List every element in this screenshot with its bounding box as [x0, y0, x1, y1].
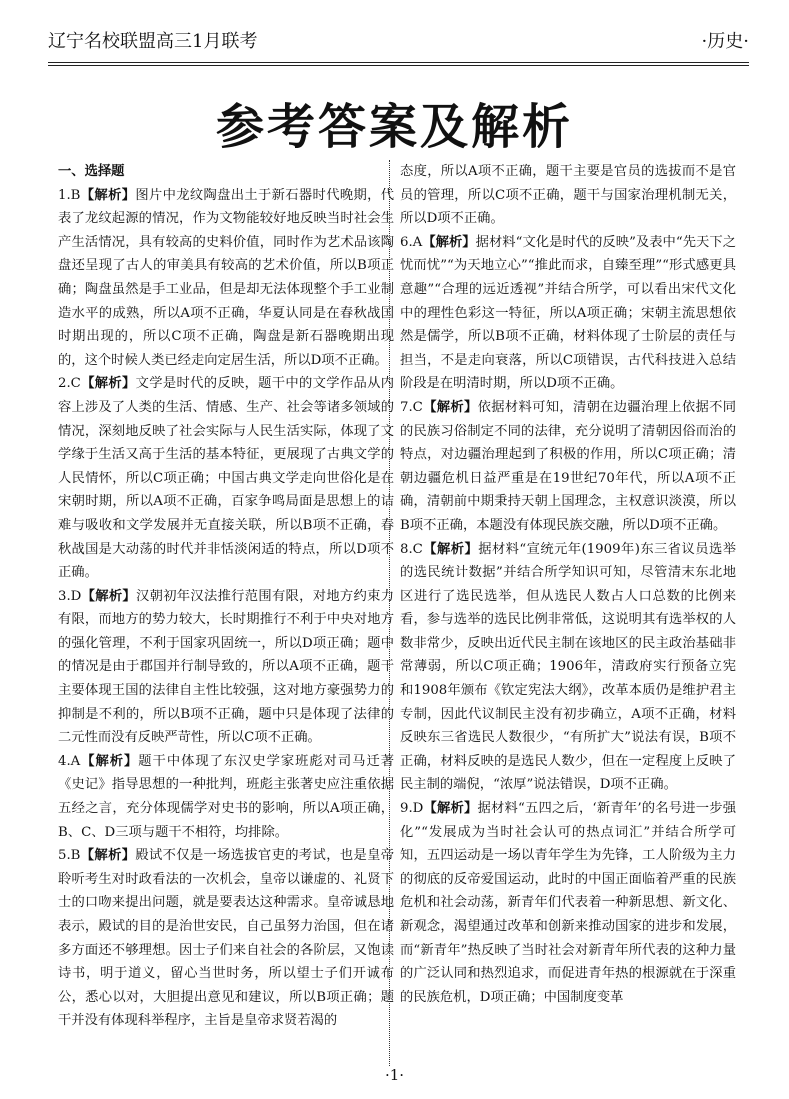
answer-number: 6.A [400, 234, 423, 250]
answer-number: 8.C [400, 541, 423, 557]
analysis-tag: 【解析】 [80, 848, 136, 864]
analysis-text: 态度，所以A项不正确，题干主要是官员的选拔而不是官员的管理，所以C项不正确，题干与国家治理机制无关，所以D项不正确。 [400, 164, 736, 227]
analysis-text: 据材料“宣统元年(1909年)东三省议员选举的选民统计数据”并结合所学知识可知，尽管清末东北地区进行了选民选举，但从选民人数占人口总数的比例来看，参与选举的选民比例非常低，这说明其有选举权的人数非常少，反映出近代民主制在该地区的民主政治基础非常薄弱，所以C项正确；1906年，清政府实行预备立宪和1908年颁布《钦定宪法大纲》，改革本质仍是维护君主专制，因此代议制民主没有初步确立，A项不正确，材料反映东三省选民人数很少，“有所扩大”说法有误，B项不正确，材料反映的是选民人数少，但在一定程度上反映了民主制的端倪，“浓厚”说法错误，D项不正确。 [400, 541, 737, 793]
analysis-tag: 【解析】 [80, 376, 136, 392]
answer-item [400, 396, 736, 538]
subject-label: ·历史· [701, 31, 749, 52]
right-column [400, 160, 736, 1009]
answer-number: 9.D [400, 801, 424, 817]
analysis-text: 据材料“文化是时代的反映”及表中“先天下之忧而忧”“为天地立心”“推此而求，自臻至理”“形式感更具意趣”“合理的远近透视”并结合所学，可以看出宋代文化中的理性色彩这一特征，所以A项正确；宋朝主流思想依然是儒学，所以B项不正确，材料体现了士阶层的责任与担当，不是走向衰落，所以C项错误，古代科技进入总结阶段是在明清时期，所以D项不正确。 [400, 234, 736, 392]
answer-item [58, 750, 394, 844]
analysis-tag: 【解析】 [422, 399, 478, 415]
analysis-tag: 【解析】 [80, 187, 136, 203]
analysis-tag: 【解析】 [80, 753, 139, 769]
answer-item [58, 844, 394, 1033]
analysis-text: 文学是时代的反映，题干中的文学作品从内容上涉及了人类的生活、情感、生产、社会等诸多领域的情况，深刻地反映了社会实际与人民生活实际，体现了文学缘于生活又高于生活的基本特征，更展现了古典文学的人民情怀，所以C项正确；中国古典文学走向世俗化是在宋朝时期，所以A项不正确，百家争鸣局面是思想上的诘难与吸收和文学发展并无直接关联，所以B项不正确，春秋战国是大动荡的时代并非恬淡闲适的特点，所以D项不正确。 [58, 376, 395, 581]
page-number: ·1· [384, 1066, 405, 1084]
answer-number: 4.A [58, 753, 81, 769]
analysis-tag: 【解析】 [423, 801, 478, 817]
answer-item [400, 538, 736, 798]
analysis-text: 依据材料可知，清朝在边疆治理上依据不同的民族习俗制定不同的法律，充分说明了清朝因俗而治的特点，对边疆治理起到了积极的作用，所以C项正确；清朝边疆危机日益严重是在19世纪70年代，所以A项不正确，清朝前中期秉持天朝上国理念，主权意识淡漠，所以B项不正确，本题没有体现民族交融，所以D项不正确。 [400, 399, 737, 533]
answer-item [58, 585, 394, 750]
left-column [58, 160, 394, 1033]
answer-item [58, 184, 394, 373]
analysis-tag: 【解析】 [422, 234, 476, 250]
analysis-text: 汉朝初年汉法推行范围有限，对地方约束力有限，而地方的势力较大，长时期推行不利于中央对地方的强化管理，不利于国家巩固统一，所以D项正确；题中的情况是由于郡国并行制导致的，所以A项不正确，题干主要体现王国的法律自主性比较强，这对地方豪强势力的抑制是不利的，所以B项不正确，题中只是体现了法律的二元性而没有反映严苛性，所以C项不正确。 [58, 588, 395, 746]
column-divider [389, 160, 390, 1066]
analysis-tag: 【解析】 [81, 588, 137, 604]
analysis-text: 题干中体现了东汉史学家班彪对司马迁著《史记》指导思想的一种批判，班彪主张著史应注重依据五经之言，充分体现儒学对史书的影响，所以A项正确，B、C、D三项与题干不相符，均排除。 [58, 753, 395, 840]
answer-number: 3.D [58, 588, 82, 604]
answer-item [58, 372, 394, 584]
analysis-text: 据材料“五四之后，‘新青年’的名号进一步强化”“发展成为当时社会认可的热点词汇”并结合所学可知，五四运动是一场以青年学生为先锋，工人阶级为主力的彻底的反帝爱国运动，此时的中国正面临着严重的民族危机和社会动荡，新青年们代表着一种新思想、新文化、新观念，渴望通过改革和创新来推动国家的进步和发展，而“新青年”热反映了当时社会对新青年所代表的这种力量的广泛认同和热烈追求，而促进青年热的根源就在于深重的民族危机，D项正确；中国制度变革 [400, 801, 736, 1005]
section-heading: 一、选择题 [58, 164, 125, 179]
page-title: 参考答案及解析 [215, 99, 573, 155]
analysis-text: 殿试不仅是一场选拔官吏的考试，也是皇帝聆听考生对时政看法的一次机会，皇帝以谦虚的、礼贤下士的口吻来提出问题，就是要表达这种需求。皇帝诚恳地表示，殿试的目的是治世安民，自己虽努力治国，但在诸多方面还不够理想。因士子们来自社会的各阶层，又饱读诗书，明于道义，留心当世时务，所以望士子们开诚布公，悉心以对，大胆提出意见和建议，所以B项正确；题干并没有体现科举程序，主旨是皇帝求贤若渴的 [58, 848, 395, 1029]
analysis-tag: 【解析】 [422, 541, 479, 557]
answer-item [400, 797, 736, 1009]
answer-number: 7.C [400, 399, 423, 415]
answer-item [400, 231, 736, 396]
answer-number: 1.B [58, 187, 81, 203]
exam-title: 辽宁名校联盟高三1月联考 [48, 31, 258, 52]
answer-number: 2.C [58, 376, 81, 392]
answer-number: 5.B [58, 848, 81, 864]
analysis-text: 图片中龙纹陶盘出土于新石器时代晚期，代表了龙纹起源的情况，作为文物能较好地反映当时社会生产生活情况，具有较高的史料价值，同时作为艺术品该陶盘还呈现了古人的审美具有较高的艺术价值，所以B项正确；陶盘虽然是手工业品，但是却无法体现整个手工业制造水平的成熟，所以A项不正确，华夏认同是在春秋战国时期出现的，所以C项不正确，陶盘是新石器晚期出现的，这个时候人类已经走向定居生活，所以D项不正确。 [58, 187, 395, 368]
answer-item [400, 160, 736, 231]
page-header [48, 22, 749, 66]
